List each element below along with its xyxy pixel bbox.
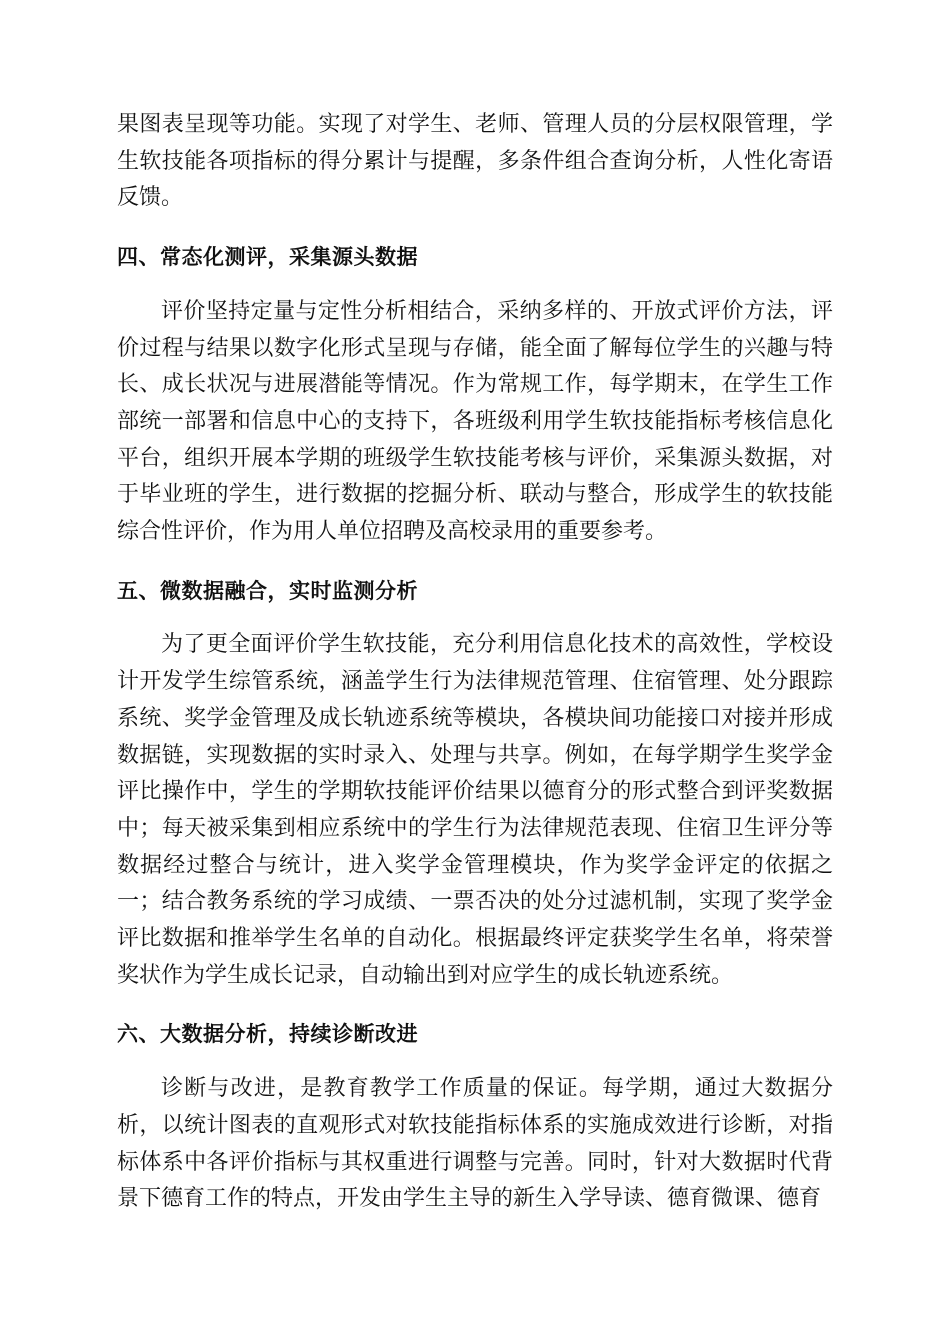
section-heading-5: 五、微数据融合，实时监测分析 [117,578,418,603]
intro-paragraph: 果图表呈现等功能。实现了对学生、老师、管理人员的分层权限管理，学生软技能各项指标的得分累计与提醒，多条件组合查询分析，人性化寄语反馈。 [117,112,833,211]
document-body [117,107,833,1218]
section-heading-4: 四、常态化测评，采集源头数据 [117,245,418,270]
section-heading-6: 六、大数据分析，持续诊断改进 [117,1022,418,1047]
section-body-6: 诊断与改进，是教育教学工作质量的保证。每学期，通过大数据分析，以统计图表的直观形式对软技能指标体系的实施成效进行诊断，对指标体系中各评价指标与其权重进行调整与完善。同时，针对大数据时代背景下德育工作的特点，开发由学生主导的新生入学导读、德育微课、德育 [117,1076,833,1212]
section-body-5: 为了更全面评价学生软技能，充分利用信息化技术的高效性，学校设计开发学生综管系统，涵盖学生行为法律规范管理、住宿管理、处分跟踪系统、奖学金管理及成长轨迹系统等模块，各模块间功能接口对接并形成数据链，实现数据的实时录入、处理与共享。例如，在每学期学生奖学金评比操作中，学生的学期软技能评价结果以德育分的形式整合到评奖数据中；每天被采集到相应系统中的学生行为法律规范表现、住宿卫生评分等数据经过整合与统计，进入奖学金管理模块，作为奖学金评定的依据之一；结合教务系统的学习成绩、一票否决的处分过滤机制，实现了奖学金评比数据和推举学生名单的自动化。根据最终评定获奖学生名单，将荣誉奖状作为学生成长记录，自动输出到对应学生的成长轨迹系统。 [117,632,833,988]
section-body-4: 评价坚持定量与定性分析相结合，采纳多样的、开放式评价方法，评价过程与结果以数字化形式呈现与存储，能全面了解每位学生的兴趣与特长、成长状况与进展潜能等情况。作为常规工作，每学期末，在学生工作部统一部署和信息中心的支持下，各班级利用学生软技能指标考核信息化平台，组织开展本学期的班级学生软技能考核与评价，采集源头数据，对于毕业班的学生，进行数据的挖掘分析、联动与整合，形成学生的软技能综合性评价，作为用人单位招聘及高校录用的重要参考。 [117,298,833,545]
